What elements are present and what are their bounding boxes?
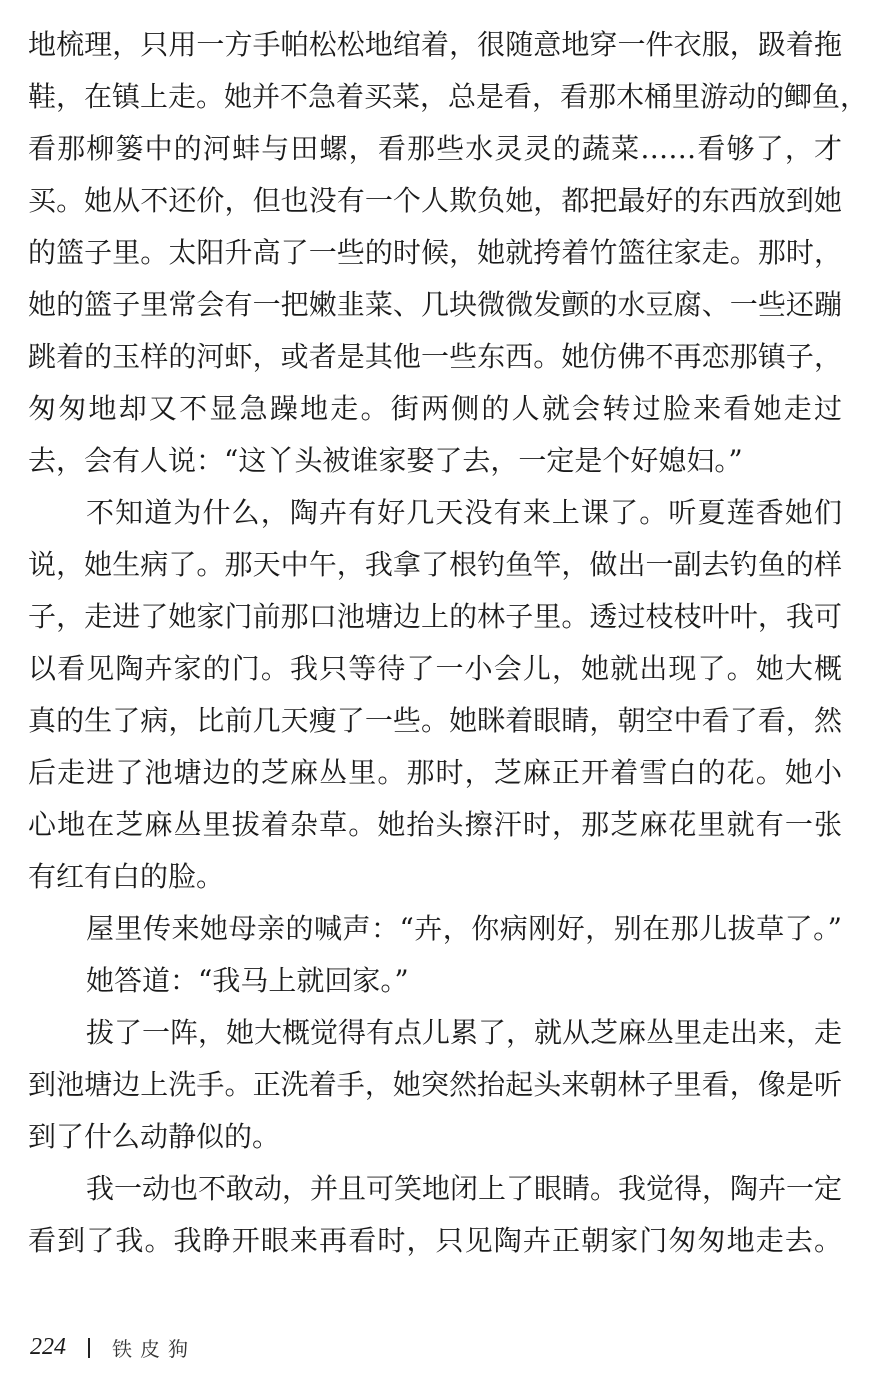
text-line: 后走进了池塘边的芝麻丛里。那时，芝麻正开着雪白的花。她小 bbox=[28, 756, 842, 789]
text-line: 她的篮子里常会有一把嫩韭菜、几块微微发颤的水豆腐、一些还蹦 bbox=[28, 288, 842, 321]
text-line: 到池塘边上洗手。正洗着手，她突然抬起头来朝林子里看，像是听 bbox=[28, 1068, 842, 1101]
text-line: 到了什么动静似的。 bbox=[28, 1120, 281, 1153]
text-line: 鞋，在镇上走。她并不急着买菜，总是看，看那木桶里游动的鲫鱼， bbox=[28, 80, 869, 113]
text-line: 地梳理，只用一方手帕松松地绾着，很随意地穿一件衣服，趿着拖 bbox=[28, 28, 842, 61]
text-line: 屋里传来她母亲的喊声：“卉，你病刚好，别在那儿拔草了。” bbox=[86, 912, 842, 945]
page-footer bbox=[30, 1333, 196, 1362]
text-line: 去，会有人说：“这丫头被谁家娶了去，一定是个好媳妇。” bbox=[28, 444, 743, 477]
text-line: 跳着的玉样的河虾，或者是其他一些东西。她仿佛不再恋那镇子， bbox=[28, 340, 842, 373]
text-line: 的篮子里。太阳升高了一些的时候，她就挎着竹篮往家走。那时， bbox=[28, 236, 842, 269]
text-line: 我一动也不敢动，并且可笑地闭上了眼睛。我觉得，陶卉一定 bbox=[86, 1172, 843, 1205]
text-line: 看到了我。我睁开眼来再看时，只见陶卉正朝家门匆匆地走去。 bbox=[28, 1224, 842, 1257]
text-line: 真的生了病，比前几天瘦了一些。她眯着眼睛，朝空中看了看，然 bbox=[28, 704, 842, 737]
text-line: 匆匆地却又不显急躁地走。街两侧的人就会转过脸来看她走过 bbox=[28, 392, 842, 425]
text-line: 以看见陶卉家的门。我只等待了一小会儿，她就出现了。她大概 bbox=[28, 652, 842, 685]
footer-divider bbox=[88, 1338, 90, 1358]
text-line: 买。她从不还价，但也没有一个人欺负她，都把最好的东西放到她 bbox=[28, 184, 842, 217]
text-line: 不知道为什么，陶卉有好几天没有来上课了。听夏莲香她们 bbox=[86, 496, 842, 529]
body-text bbox=[28, 19, 869, 1267]
text-line: 拔了一阵，她大概觉得有点儿累了，就从芝麻丛里走出来，走 bbox=[86, 1016, 843, 1049]
book-title: 铁皮狗 bbox=[112, 1337, 196, 1361]
text-line: 看那柳篓中的河蚌与田螺，看那些水灵灵的蔬菜……看够了，才 bbox=[28, 132, 842, 165]
text-line: 子，走进了她家门前那口池塘边上的林子里。透过枝枝叶叶，我可 bbox=[28, 600, 842, 633]
text-line: 心地在芝麻丛里拔着杂草。她抬头擦汗时，那芝麻花里就有一张 bbox=[28, 808, 842, 841]
text-line: 说，她生病了。那天中午，我拿了根钓鱼竿，做出一副去钓鱼的样 bbox=[28, 548, 842, 581]
page-number: 224 bbox=[30, 1334, 66, 1360]
text-line: 有红有白的脸。 bbox=[28, 860, 225, 893]
text-line: 她答道：“我马上就回家。” bbox=[86, 964, 409, 997]
